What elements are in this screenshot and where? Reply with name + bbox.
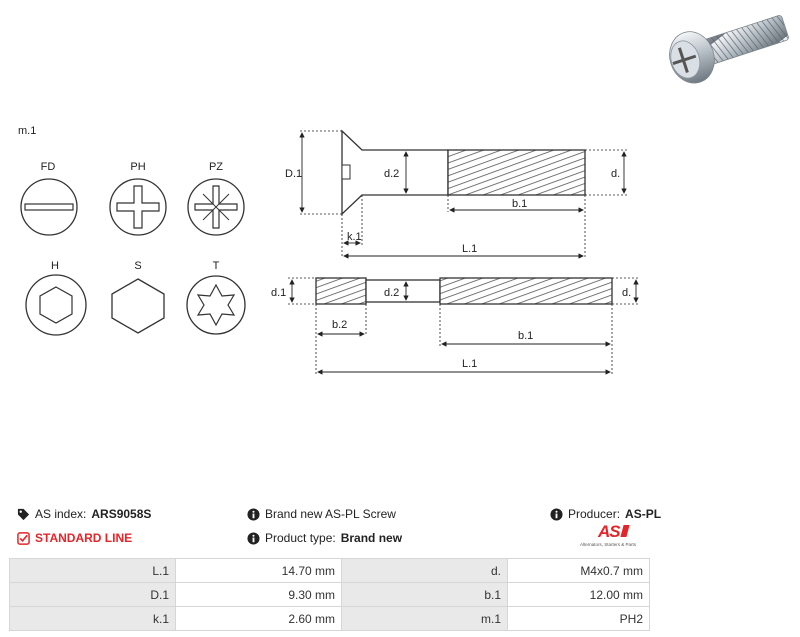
stud-screw-drawing [271,278,640,374]
spec-key: d. [342,559,508,583]
info-icon [247,508,260,521]
spec-value: 9.30 mm [176,583,342,607]
drive-code-t: T [212,260,220,272]
spec-table [9,558,650,631]
spec-key: k.1 [10,607,176,631]
hex-socket-drive-icon [26,260,86,335]
as-logo [580,522,650,552]
producer-label: Producer: [568,507,621,521]
spec-key: D.1 [10,583,176,607]
info-icon [550,508,563,521]
product-description [247,507,396,521]
dim-label-d2-bottom: d.2 [384,287,400,299]
product-photo [663,2,793,89]
logo-text: AS [598,522,620,541]
description-text: Brand new AS-PL Screw [265,507,396,521]
spec-value: 12.00 mm [508,583,650,607]
product-type [247,531,402,545]
dim-label-L1-bottom: L.1 [462,358,478,370]
as-index [17,507,151,521]
dim-label-k1: k.1 [347,231,362,243]
producer-value: AS-PL [625,507,662,521]
as-index-label: AS index: [35,507,87,521]
spec-value: PH2 [508,607,650,631]
drive-code-pz: PZ [208,161,224,173]
countersunk-screw-drawing [285,131,628,258]
pozidriv-drive-icon [188,161,244,235]
m1-label: m.1 [18,125,37,137]
dim-label-b1-bottom: b.1 [518,330,534,342]
hex-head-icon [112,260,164,333]
spec-key: L.1 [10,559,176,583]
product-line [17,531,132,545]
spec-value: M4x0.7 mm [508,559,650,583]
spec-key: b.1 [342,583,508,607]
dim-label-d-top: d. [611,168,621,180]
dim-label-d2-top: d.2 [384,168,400,180]
product-type-value: Brand new [340,531,403,545]
phillips-drive-icon [110,161,166,235]
table-row [10,583,650,607]
spec-value: 14.70 mm [176,559,342,583]
dim-label-d-bottom: d. [622,287,632,299]
drive-code-h: H [51,260,59,272]
spec-value: 2.60 mm [176,607,342,631]
table-row [10,559,650,583]
info-icon [247,532,260,545]
as-index-value: ARS9058S [91,507,152,521]
producer [550,507,661,521]
table-row [10,607,650,631]
dim-label-d1: d.1 [271,287,287,299]
dim-label-D1: D.1 [285,168,303,180]
drive-code-fd: FD [40,161,56,173]
logo-mark [620,525,629,537]
dim-label-b2: b.2 [332,319,348,331]
drive-code-s: S [134,260,142,272]
line-text: STANDARD LINE [35,531,133,545]
logo-tagline: Alternators, Starters & Parts [580,542,637,547]
dim-label-L1-top: L.1 [462,243,478,255]
spec-key: m.1 [342,607,508,631]
checkbox-checked-icon [17,532,30,545]
dim-label-b1-top: b.1 [512,198,528,210]
flat-slot-drive-icon [21,161,77,235]
torx-drive-icon [187,260,245,334]
tags-icon [17,508,30,521]
product-type-label: Product type: [265,531,336,545]
drive-code-ph: PH [130,161,146,173]
